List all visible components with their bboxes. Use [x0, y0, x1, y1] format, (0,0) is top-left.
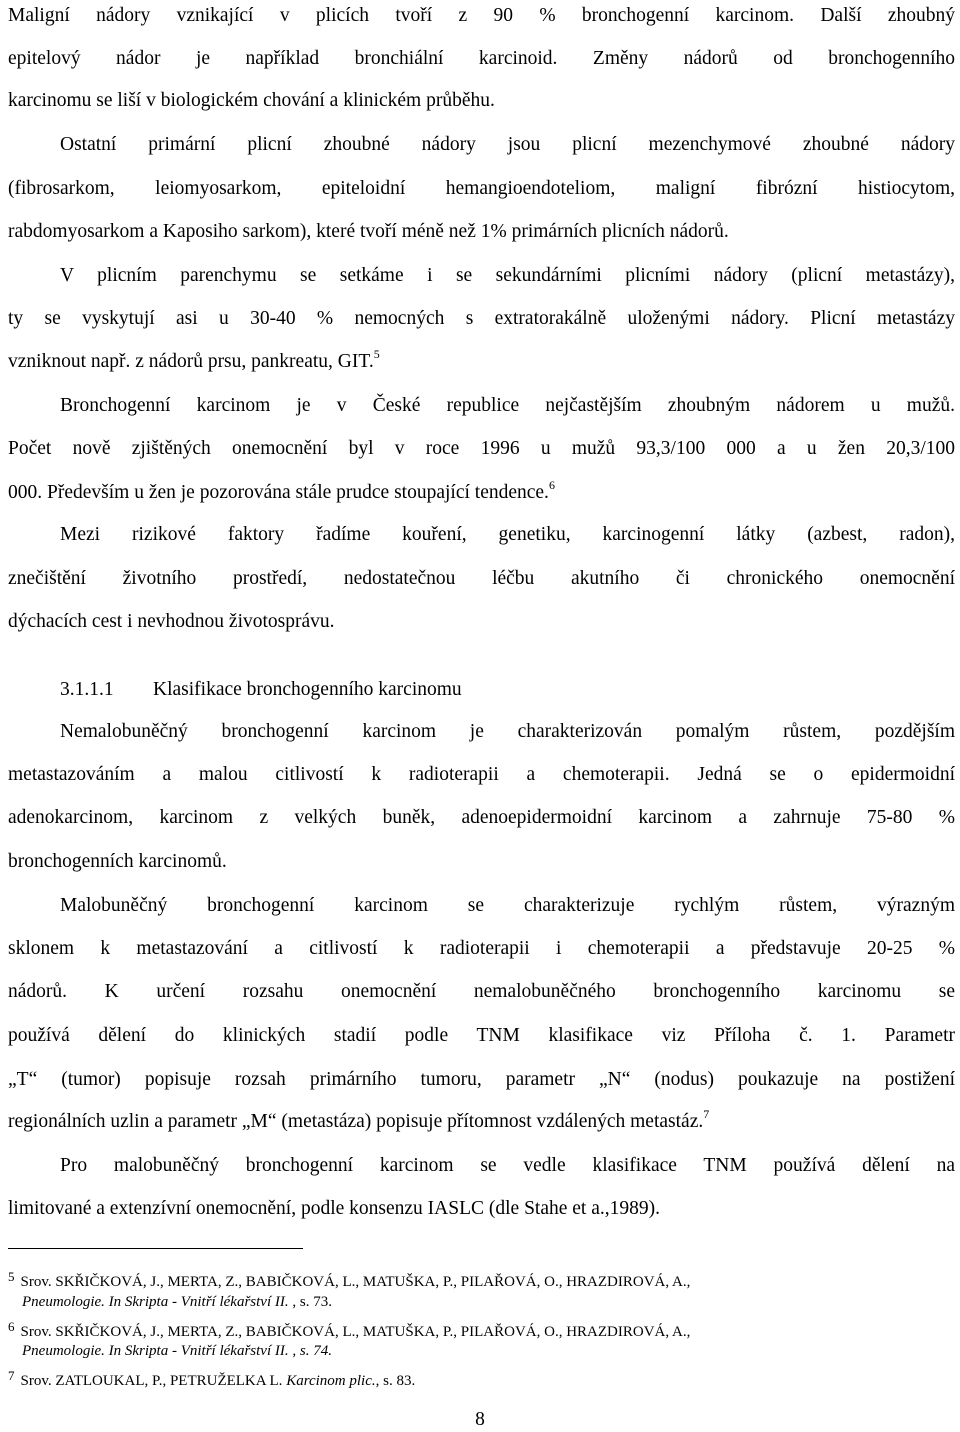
paragraph-4-line-3 [8, 478, 955, 505]
paragraph-7-line-4: používá dělení do klinických stadií podle TNM klasifikace viz Příloha č. 1. Parametr [8, 1025, 955, 1046]
paragraph-6-line-4: bronchogenních karcinomů. [8, 851, 227, 872]
footnote-7-line-1 [8, 1367, 415, 1390]
footnote-5-page: , s. 73. [288, 1294, 332, 1310]
footnote-6-number: 6 [8, 1319, 15, 1334]
paragraph-3-line-1: V plicním parenchymu se setkáme i se sekundárními plicními nádory (plicní metastázy), [60, 265, 955, 286]
paragraph-2-line-3: rabdomyosarkom a Kaposiho sarkom), které tvoří méně než 1% primárních plicních nádorů. [8, 221, 729, 242]
footnote-6-line-1 [8, 1318, 690, 1341]
paragraph-4-line-3-text: 000. Především u žen je pozorována stále prudce stoupající tendence. [8, 482, 549, 503]
paragraph-6-line-2: metastazováním a malou citlivostí k radioterapii a chemoterapii. Jedná se o epidermoidní [8, 764, 955, 785]
footnote-ref-5[interactable]: 5 [373, 347, 380, 361]
paragraph-5-line-2: znečištění životního prostředí, nedostatečnou léčbu akutního či chronického onemocnění [8, 568, 955, 589]
paragraph-7-line-1: Malobuněčný bronchogenní karcinom se charakterizuje rychlým růstem, výrazným [60, 895, 955, 916]
paragraph-3-line-2: ty se vyskytují asi u 30-40 % nemocných s extratorakálně uloženými nádory. Plicní metastázy [8, 308, 955, 329]
footnote-5-source: Pneumologie. In Skripta - Vnitří lékařství II. [22, 1294, 289, 1310]
paragraph-7-line-6-text: regionálních uzlin a parametr „M“ (metastáza) popisuje přítomnost vzdálených metastáz. [8, 1111, 704, 1132]
paragraph-5-line-3: dýchacích cest i nevhodnou životosprávu. [8, 611, 335, 632]
footnote-5-number: 5 [8, 1269, 15, 1284]
footnote-ref-7[interactable]: 7 [703, 1107, 710, 1121]
paragraph-7-line-5: „T“ (tumor) popisuje rozsah primárního tumoru, parametr „N“ (nodus) poukazuje na postižení [8, 1069, 955, 1090]
paragraph-1-line-3: karcinomu se liší v biologickém chování a klinickém průběhu. [8, 90, 495, 111]
footnote-7-source: Karcinom plic. [286, 1373, 376, 1389]
paragraph-1-line-2: epitelový nádor je například bronchiální karcinoid. Změny nádorů od bronchogenního [8, 48, 955, 69]
paragraph-6-line-1: Nemalobuněčný bronchogenní karcinom je charakterizován pomalým růstem, pozdějším [60, 721, 955, 742]
page-number: 8 [475, 1409, 485, 1430]
footnote-7-text-a: Srov. ZATLOUKAL, P., PETRUŽELKA L. [20, 1373, 287, 1389]
paragraph-7-line-2: sklonem k metastazování a citlivostí k radioterapii i chemoterapii a představuje 20-25 % [8, 938, 955, 959]
paragraph-3-line-3 [8, 347, 955, 374]
footnote-5-text: Srov. SKŘIČKOVÁ, J., MERTA, Z., BABIČKOVÁ, L., MATUŠKA, P., PILAŘOVÁ, O., HRAZDIROVÁ, A., [20, 1274, 691, 1290]
footnote-5-line-1 [8, 1268, 690, 1291]
paragraph-1-line-1: Maligní nádory vznikající v plicích tvoří z 90 % bronchogenní karcinom. Další zhoubný [8, 5, 955, 26]
footnote-ref-6[interactable]: 6 [548, 478, 555, 492]
paragraph-6-line-3: adenokarcinom, karcinom z velkých buněk, adenoepidermoidní karcinom a zahrnuje 75-80 % [8, 807, 955, 828]
footnote-7-page: , s. 83. [375, 1373, 416, 1389]
footnote-7-number: 7 [8, 1368, 15, 1383]
footnote-separator [8, 1248, 303, 1249]
footnote-5-line-2 [22, 1293, 332, 1311]
paragraph-5-line-1: Mezi rizikové faktory řadíme kouření, genetiku, karcinogenní látky (azbest, radon), [60, 524, 955, 545]
paragraph-4-line-1: Bronchogenní karcinom je v České republice nejčastějším zhoubným nádorem u mužů. [60, 395, 955, 416]
paragraph-2-line-1: Ostatní primární plicní zhoubné nádory jsou plicní mezenchymové zhoubné nádory [60, 134, 955, 155]
paragraph-4-line-2: Počet nově zjištěných onemocnění byl v roce 1996 u mužů 93,3/100 000 a u žen 20,3/100 [8, 438, 955, 459]
footnote-6-text: Srov. SKŘIČKOVÁ, J., MERTA, Z., BABIČKOVÁ, L., MATUŠKA, P., PILAŘOVÁ, O., HRAZDIROVÁ, A., [20, 1324, 691, 1340]
paragraph-8-line-1: Pro malobuněčný bronchogenní karcinom se vedle klasifikace TNM používá dělení na [60, 1155, 955, 1176]
paragraph-8-line-2: limitované a extenzívní onemocnění, podle konsenzu IASLC (dle Stahe et a.,1989). [8, 1198, 660, 1219]
section-title: Klasifikace bronchogenního karcinomu [153, 679, 462, 700]
paragraph-7-line-3: nádorů. K určení rozsahu onemocnění nemalobuněčného bronchogenního karcinomu se [8, 981, 955, 1002]
paragraph-2-line-2: (fibrosarkom, leiomyosarkom, epiteloidní hemangioendoteliom, maligní fibrózní histiocytom, [8, 178, 955, 199]
paragraph-7-line-6 [8, 1107, 955, 1134]
footnote-6-line-2: Pneumologie. In Skripta - Vnitří lékařství II. , s. 74. [22, 1343, 332, 1359]
section-number: 3.1.1.1 [60, 679, 114, 700]
paragraph-3-line-3-text: vzniknout např. z nádorů prsu, pankreatu, GIT. [8, 351, 374, 372]
